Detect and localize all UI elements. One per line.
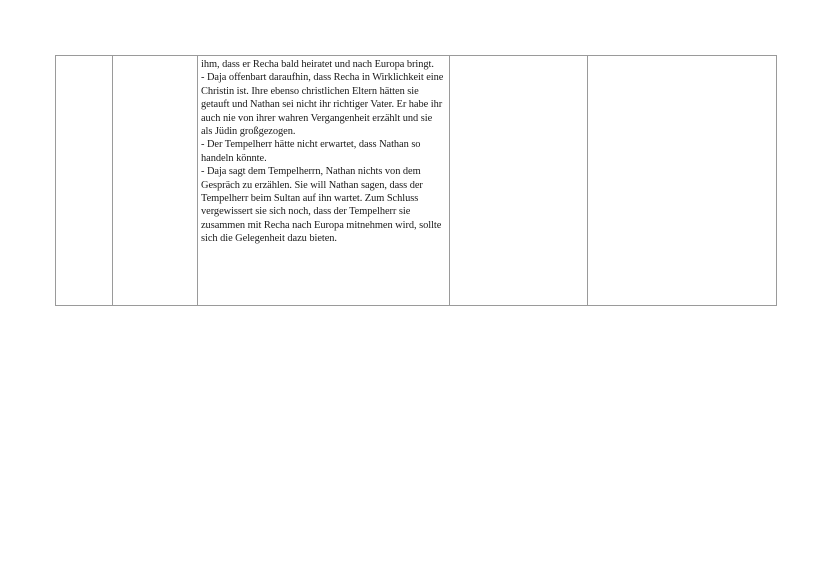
cell-4-text (450, 56, 587, 58)
table-row (56, 56, 777, 306)
paragraph: ihm, dass er Recha bald heiratet und nach Europa bringt. (201, 59, 434, 70)
cell-1-text (56, 56, 112, 58)
content-table (55, 55, 777, 306)
table-cell-3 (198, 56, 450, 306)
cell-5-text (588, 56, 776, 58)
paragraph: - Daja sagt dem Tempelherrn, Nathan nichts von dem Gespräch zu erzählen. Sie will Nathan sagen, dass der Tempelherr beim Sultan auf ihn wartet. Zum Schluss vergewissert sie sich noch, dass der Tempelherr sie zusammen mit Recha nach Europa mitnehmen wird, sollte sich die Gelegenheit dazu bieten. (201, 166, 442, 245)
table-cell-2 (113, 56, 198, 306)
table-cell-1 (56, 56, 113, 306)
cell-2-text (113, 56, 197, 58)
table-cell-5 (588, 56, 777, 306)
paragraph: - Der Tempelherr hätte nicht erwartet, dass Nathan so handeln könnte. (201, 139, 421, 164)
cell-3-text (198, 56, 449, 246)
paragraph: - Daja offenbart daraufhin, dass Recha in Wirklichkeit eine Christin ist. Ihre ebenso christlichen Eltern hätten sie getauft und Nathan sei nicht ihr richtiger Vater. Er habe ihr auch nie von ihrer wahren Vergangenheit erzählt und sie als Jüdin großgezogen. (201, 72, 444, 138)
table-cell-4 (450, 56, 588, 306)
